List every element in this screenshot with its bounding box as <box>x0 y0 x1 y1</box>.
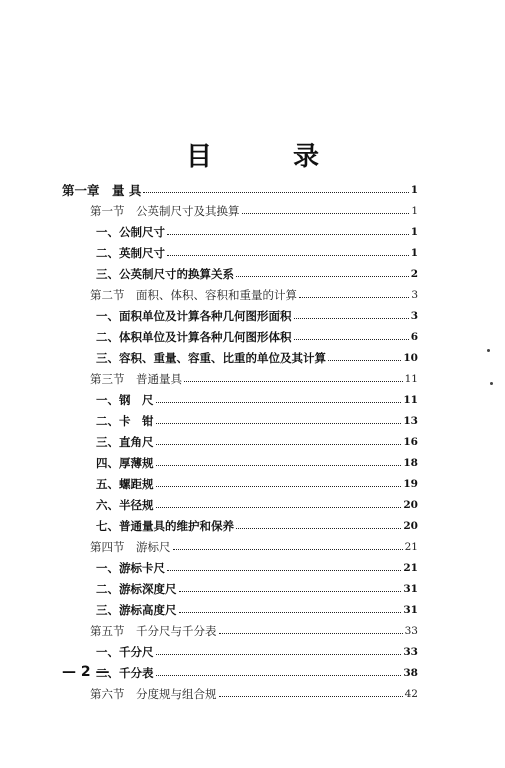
scan-speck <box>487 349 490 352</box>
toc-label: 第五节 千分尺与千分表 <box>90 624 217 638</box>
toc-label: 一、钢 尺 <box>96 393 154 407</box>
toc-page-number: 31 <box>403 604 418 616</box>
toc-page-number: 13 <box>403 415 418 427</box>
toc-page-number: 20 <box>403 520 418 532</box>
leader-dots <box>242 213 410 214</box>
toc-chapter <box>62 180 418 200</box>
toc-page-number: 1 <box>410 247 418 259</box>
leader-dots <box>219 633 403 634</box>
toc-item <box>96 642 418 662</box>
toc-page-number: 6 <box>410 331 418 343</box>
toc-label: 五、螺距规 <box>96 477 154 491</box>
toc-item <box>96 558 418 578</box>
page-number: — 2 — <box>62 664 110 680</box>
toc-item <box>96 516 418 536</box>
leader-dots <box>236 276 409 277</box>
leader-dots <box>156 654 402 655</box>
toc-page-number: 20 <box>403 499 418 511</box>
toc-item <box>96 264 418 284</box>
leader-dots <box>167 570 401 571</box>
toc-page-number: 19 <box>403 478 418 490</box>
leader-dots <box>179 591 402 592</box>
toc-label: 六、半径规 <box>96 498 154 512</box>
toc-label: 一、千分尺 <box>96 645 154 659</box>
toc-page-number: 18 <box>403 457 418 469</box>
toc-label: 一、公制尺寸 <box>96 225 165 239</box>
toc-label: 第二节 面积、体积、容积和重量的计算 <box>90 288 297 302</box>
toc-page-number: 31 <box>403 583 418 595</box>
toc-label: 第一章 量 具 <box>62 183 142 198</box>
toc-label: 一、游标卡尺 <box>96 561 165 575</box>
leader-dots <box>294 318 409 319</box>
toc-label: 二、千分表 <box>96 666 154 680</box>
toc-item <box>96 453 418 473</box>
leader-dots <box>156 675 402 676</box>
toc-page-number: 1 <box>410 226 418 238</box>
toc-label: 二、游标深度尺 <box>96 582 177 596</box>
toc-page-number: 21 <box>404 541 418 553</box>
toc-item <box>96 432 418 452</box>
toc-page-number: 11 <box>403 394 418 406</box>
toc-section <box>90 201 418 221</box>
toc-item <box>96 222 418 242</box>
leader-dots <box>184 381 403 382</box>
toc-page-number: 21 <box>403 562 418 574</box>
toc-section <box>90 621 418 641</box>
toc-label: 三、公英制尺寸的换算关系 <box>96 267 234 281</box>
toc-page-number: 1 <box>410 184 418 196</box>
toc-page-number: 33 <box>404 625 418 637</box>
toc-page-number: 16 <box>403 436 418 448</box>
toc-label: 三、直角尺 <box>96 435 154 449</box>
leader-dots <box>299 297 409 298</box>
toc-item <box>96 243 418 263</box>
leader-dots <box>156 423 402 424</box>
toc-label: 三、容积、重量、容重、比重的单位及其计算 <box>96 351 326 365</box>
toc-label: 第三节 普通量具 <box>90 372 182 386</box>
toc-label: 二、卡 钳 <box>96 414 154 428</box>
toc-item <box>96 411 418 431</box>
toc-section <box>90 537 418 557</box>
toc-page-number: 38 <box>403 667 418 679</box>
toc-item <box>96 663 418 683</box>
leader-dots <box>167 255 409 256</box>
toc-page-number: 1 <box>411 205 418 217</box>
leader-dots <box>294 339 409 340</box>
leader-dots <box>236 528 401 529</box>
toc-page-number: 42 <box>404 688 418 700</box>
leader-dots <box>156 507 402 508</box>
toc-label: 七、普通量具的维护和保养 <box>96 519 234 533</box>
leader-dots <box>156 402 402 403</box>
leader-dots <box>167 234 409 235</box>
toc-label: 一、面积单位及计算各种几何图形面积 <box>96 309 292 323</box>
toc-label: 第六节 分度规与组合规 <box>90 687 217 701</box>
toc-label: 三、游标高度尺 <box>96 603 177 617</box>
leader-dots <box>143 192 408 193</box>
toc-item <box>96 495 418 515</box>
leader-dots <box>173 549 403 550</box>
toc-page-number: 10 <box>403 352 418 364</box>
leader-dots <box>156 486 402 487</box>
leader-dots <box>179 612 402 613</box>
toc-item <box>96 474 418 494</box>
toc-page-number: 3 <box>410 310 418 322</box>
toc-item <box>96 390 418 410</box>
toc-label: 第一节 公英制尺寸及其换算 <box>90 204 240 218</box>
toc-label: 二、体积单位及计算各种几何图形体积 <box>96 330 292 344</box>
toc-item <box>96 348 418 368</box>
page-title: 目 录 <box>185 142 356 172</box>
toc-label: 四、厚薄规 <box>96 456 154 470</box>
toc-section <box>90 285 418 305</box>
toc-label: 第四节 游标尺 <box>90 540 171 554</box>
leader-dots <box>156 465 402 466</box>
toc-page-number: 3 <box>411 289 418 301</box>
leader-dots <box>219 696 403 697</box>
toc-page-number: 33 <box>403 646 418 658</box>
toc-item <box>96 600 418 620</box>
toc-page-number: 2 <box>410 268 418 280</box>
leader-dots <box>328 360 401 361</box>
toc-item <box>96 579 418 599</box>
toc-section <box>90 369 418 389</box>
toc-label: 二、英制尺寸 <box>96 246 165 260</box>
leader-dots <box>156 444 402 445</box>
toc-item <box>96 306 418 326</box>
scan-speck <box>490 382 493 385</box>
toc-section <box>90 684 418 704</box>
toc-item <box>96 327 418 347</box>
toc-page-number: 11 <box>404 373 418 385</box>
